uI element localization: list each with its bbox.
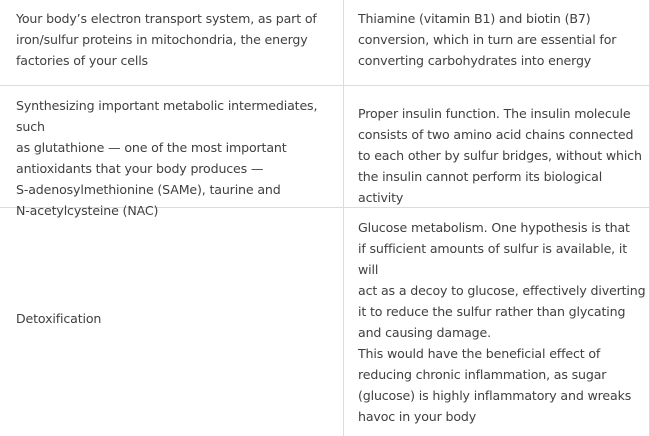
table-cell-row3-left — [0, 207, 344, 436]
table-cell-row3-right: Glucose metabolism. One hypothesis is that if sufficient amounts of sulfur is available, it will act as a decoy to glucose, effectively diverting it to reduce the sulfur rather than glycating and causing damage. This would have the beneficial effect of reducing chronic inflammation, as sugar (glucose) is highly inflammatory and wreaks havoc in your body — [343, 207, 650, 436]
table-cell-row2-right: Proper insulin function. The insulin molecule consists of two amino acid chains connected to each other by sulfur bridges, without which the insulin cannot perform its biological activity — [343, 85, 650, 208]
table-cell-row1-left: Your body’s electron transport system, as part of iron/sulfur proteins in mitochondria, the energy factories of your cells — [0, 0, 344, 86]
table-cell-row2-left: Synthesizing important metabolic intermediates, such as glutathione — one of the most important antioxidants that your body produces — S-adenosylmethionine (SAMe), taurine and N-acetylcysteine (NAC) — [0, 85, 344, 208]
table-cell-row1-right: Thiamine (vitamin B1) and biotin (B7) conversion, which in turn are essential for converting carbohydrates into energy — [343, 0, 650, 86]
table-cell-row3-left-text: Detoxification — [16, 311, 102, 326]
